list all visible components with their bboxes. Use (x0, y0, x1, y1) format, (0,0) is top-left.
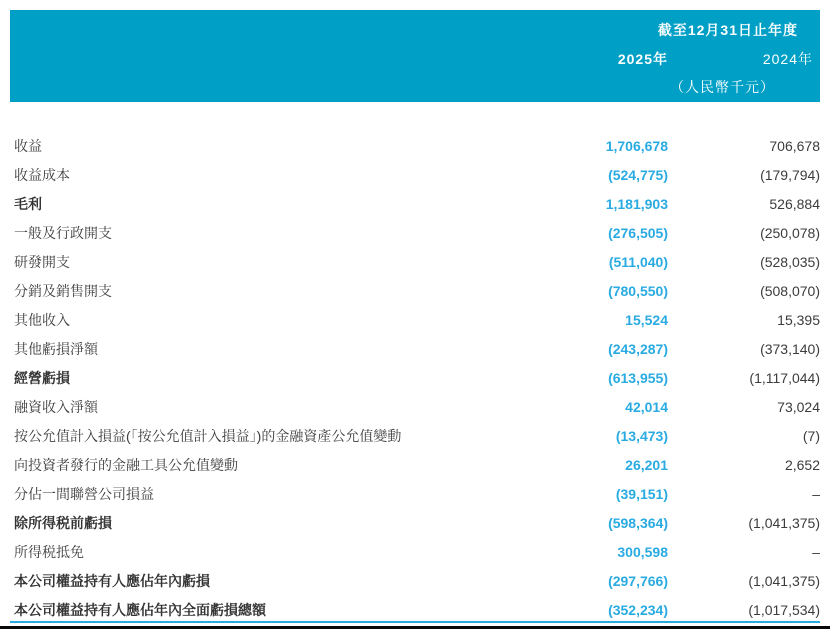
row-label: 收益成本 (14, 167, 70, 183)
row-label: 其他虧損淨額 (14, 341, 98, 357)
row-label: 本公司權益持有人應佔年內全面虧損總額 (14, 602, 266, 618)
table-row (10, 161, 820, 190)
value-2025: (39,151) (615, 486, 668, 502)
row-label: 經營虧損 (14, 370, 70, 386)
table-row (10, 132, 820, 161)
table-header (10, 10, 820, 102)
table-row (10, 306, 820, 335)
row-label: 融資收入淨額 (14, 399, 98, 415)
value-2025: (297,766) (608, 573, 668, 589)
value-2025: 1,181,903 (605, 196, 668, 212)
row-label: 按公允值計入損益(「按公允值計入損益」)的金融資產公允值變動 (14, 428, 402, 444)
table-row (10, 277, 820, 306)
table-row (10, 422, 820, 451)
row-label: 毛利 (14, 196, 42, 212)
table-row (10, 190, 820, 219)
row-label: 所得税抵免 (14, 544, 84, 560)
table-row (10, 219, 820, 248)
value-2025: 15,524 (625, 312, 668, 328)
value-2025: (13,473) (615, 428, 668, 444)
row-label: 向投資者發行的金融工具公允值變動 (14, 457, 238, 473)
year-columns (10, 49, 820, 67)
value-2024: (179,794) (760, 167, 820, 183)
table-row (10, 451, 820, 480)
row-label: 收益 (14, 138, 42, 154)
value-2024: 706,678 (769, 138, 820, 154)
value-2024: (528,035) (760, 254, 820, 270)
row-label: 研發開支 (14, 254, 70, 270)
table-row (10, 364, 820, 393)
value-2025: (780,550) (608, 283, 668, 299)
row-label: 分銷及銷售開支 (14, 283, 112, 299)
value-2025: (613,955) (608, 370, 668, 386)
row-label: 分佔一間聯營公司損益 (14, 486, 154, 502)
value-2025: (276,505) (608, 225, 668, 241)
column-header-2024: 2024年 (762, 51, 813, 67)
value-2024: 2,652 (784, 457, 820, 473)
value-2025: (511,040) (608, 254, 668, 270)
row-label: 其他收入 (14, 312, 70, 328)
value-2024: (1,041,375) (748, 515, 820, 531)
row-label: 一般及行政開支 (14, 225, 112, 241)
value-2024: (1,041,375) (748, 573, 820, 589)
table-row (10, 335, 820, 364)
row-label: 本公司權益持有人應佔年內虧損 (14, 573, 210, 589)
table-row (10, 538, 820, 567)
table-row (10, 567, 820, 596)
value-2024: (373,140) (760, 341, 820, 357)
value-2024: (250,078) (760, 225, 820, 241)
value-2025: (524,775) (608, 167, 668, 183)
table-row (10, 509, 820, 538)
value-2025: (352,234) (608, 602, 668, 618)
value-2025: 26,201 (625, 457, 668, 473)
value-2024: (1,017,534) (748, 602, 820, 618)
table-row (10, 480, 820, 509)
value-2025: (598,364) (608, 515, 668, 531)
value-2025: (243,287) (608, 341, 668, 357)
value-2024: (1,117,044) (749, 370, 820, 386)
bottom-rule (10, 621, 820, 623)
value-2024: (508,070) (760, 283, 820, 299)
value-2024: 526,884 (769, 196, 820, 212)
table-body (10, 132, 820, 625)
value-2024: (7) (802, 428, 820, 444)
value-2024: 15,395 (777, 312, 820, 328)
value-2025: 42,014 (625, 399, 668, 415)
table-row (10, 393, 820, 422)
value-2025: 300,598 (617, 544, 668, 560)
value-2024: – (812, 486, 820, 502)
currency-unit-label: （人民幣千元） (670, 79, 775, 95)
table-row (10, 248, 820, 277)
value-2024: 73,024 (777, 399, 820, 415)
period-heading: 截至12月31日止年度 (657, 22, 798, 38)
value-2025: 1,706,678 (605, 138, 668, 154)
value-2024: – (812, 544, 820, 560)
column-header-2025: 2025年 (617, 51, 668, 67)
row-label: 除所得税前虧損 (14, 515, 112, 531)
